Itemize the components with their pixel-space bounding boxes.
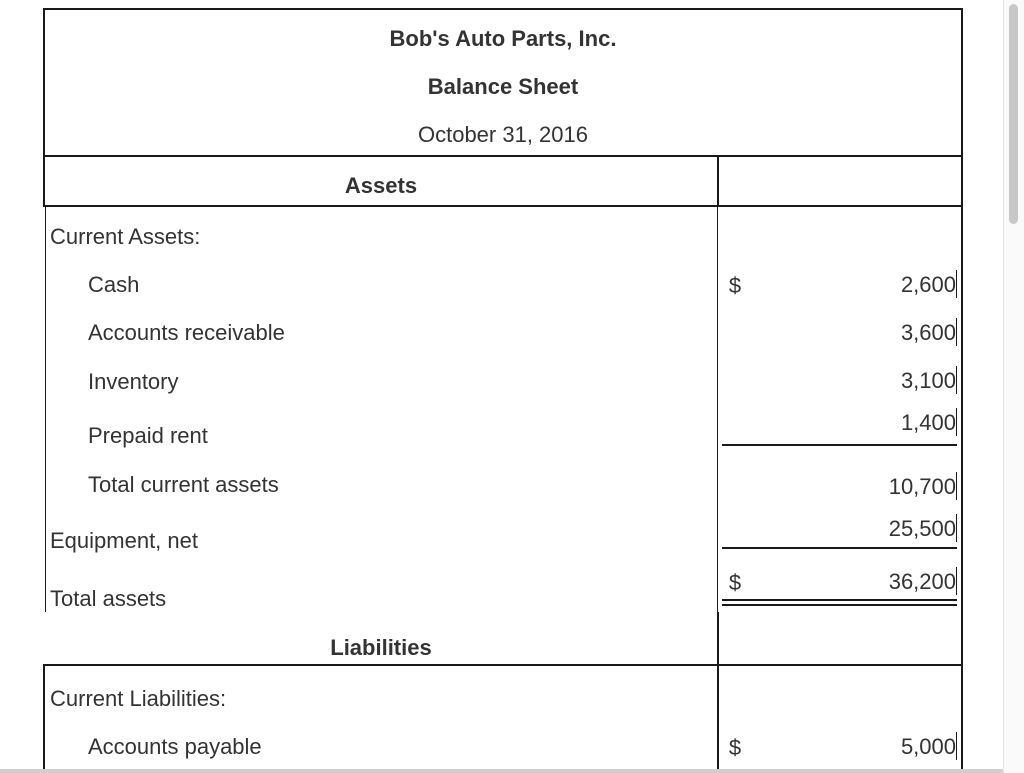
double-underline-2 bbox=[722, 604, 957, 606]
prepaid-rent-label: Prepaid rent bbox=[88, 423, 208, 448]
liabilities-row-bottom bbox=[43, 664, 963, 666]
double-underline-1 bbox=[722, 599, 957, 601]
statement-title: Balance Sheet bbox=[427, 74, 579, 99]
accounts-payable-currency: $ bbox=[728, 735, 742, 760]
current-liabilities-label: Current Liabilities: bbox=[50, 686, 227, 711]
accounts-payable-label: Accounts payable bbox=[88, 734, 262, 759]
total-assets-amount: 36,200 bbox=[888, 569, 956, 594]
cash-label: Cash bbox=[88, 272, 140, 297]
prepaid-rent-amount: 1,400 bbox=[900, 410, 956, 435]
page-bottom-edge bbox=[0, 769, 1004, 773]
amount-tick bbox=[956, 514, 957, 542]
company-name: Bob's Auto Parts, Inc. bbox=[389, 26, 617, 51]
equipment-net-amount: 25,500 bbox=[888, 516, 956, 541]
accounts-payable-amount: 5,000 bbox=[900, 734, 956, 759]
amount-tick bbox=[956, 318, 957, 346]
statement-date: October 31, 2016 bbox=[417, 122, 588, 147]
equipment-underline bbox=[722, 547, 957, 549]
amount-tick bbox=[956, 567, 957, 595]
equipment-net-label: Equipment, net bbox=[50, 528, 198, 553]
total-assets-label: Total assets bbox=[50, 586, 167, 611]
amount-tick bbox=[956, 270, 957, 298]
liabilities-section-title: Liabilities bbox=[330, 635, 432, 660]
liabilities-body-left bbox=[43, 664, 45, 773]
assets-section-title: Assets bbox=[344, 173, 418, 198]
accounts-receivable-amount: 3,600 bbox=[900, 320, 956, 345]
header-divider bbox=[43, 155, 963, 157]
amount-tick bbox=[956, 408, 957, 436]
subtotal-underline bbox=[722, 444, 957, 446]
total-current-assets-amount: 10,700 bbox=[888, 474, 956, 499]
inventory-label: Inventory bbox=[88, 369, 179, 394]
scrollbar-thumb[interactable] bbox=[1009, 4, 1018, 224]
assets-row-bottom bbox=[43, 205, 963, 207]
assets-body-left bbox=[45, 207, 46, 612]
amount-tick bbox=[956, 366, 957, 394]
current-assets-label: Current Assets: bbox=[50, 224, 201, 249]
table-border-top bbox=[43, 8, 963, 10]
assets-body-mid bbox=[717, 207, 718, 612]
cash-currency: $ bbox=[728, 273, 742, 298]
total-assets-currency: $ bbox=[728, 570, 742, 595]
liabilities-row-mid bbox=[717, 612, 719, 666]
total-current-assets-label: Total current assets bbox=[88, 472, 279, 497]
amount-tick bbox=[956, 732, 957, 760]
liabilities-body-mid bbox=[717, 664, 719, 773]
amount-tick bbox=[956, 472, 957, 500]
accounts-receivable-label: Accounts receivable bbox=[88, 320, 285, 345]
assets-row-mid bbox=[717, 155, 719, 207]
cash-amount: 2,600 bbox=[900, 272, 956, 297]
inventory-amount: 3,100 bbox=[900, 368, 956, 393]
